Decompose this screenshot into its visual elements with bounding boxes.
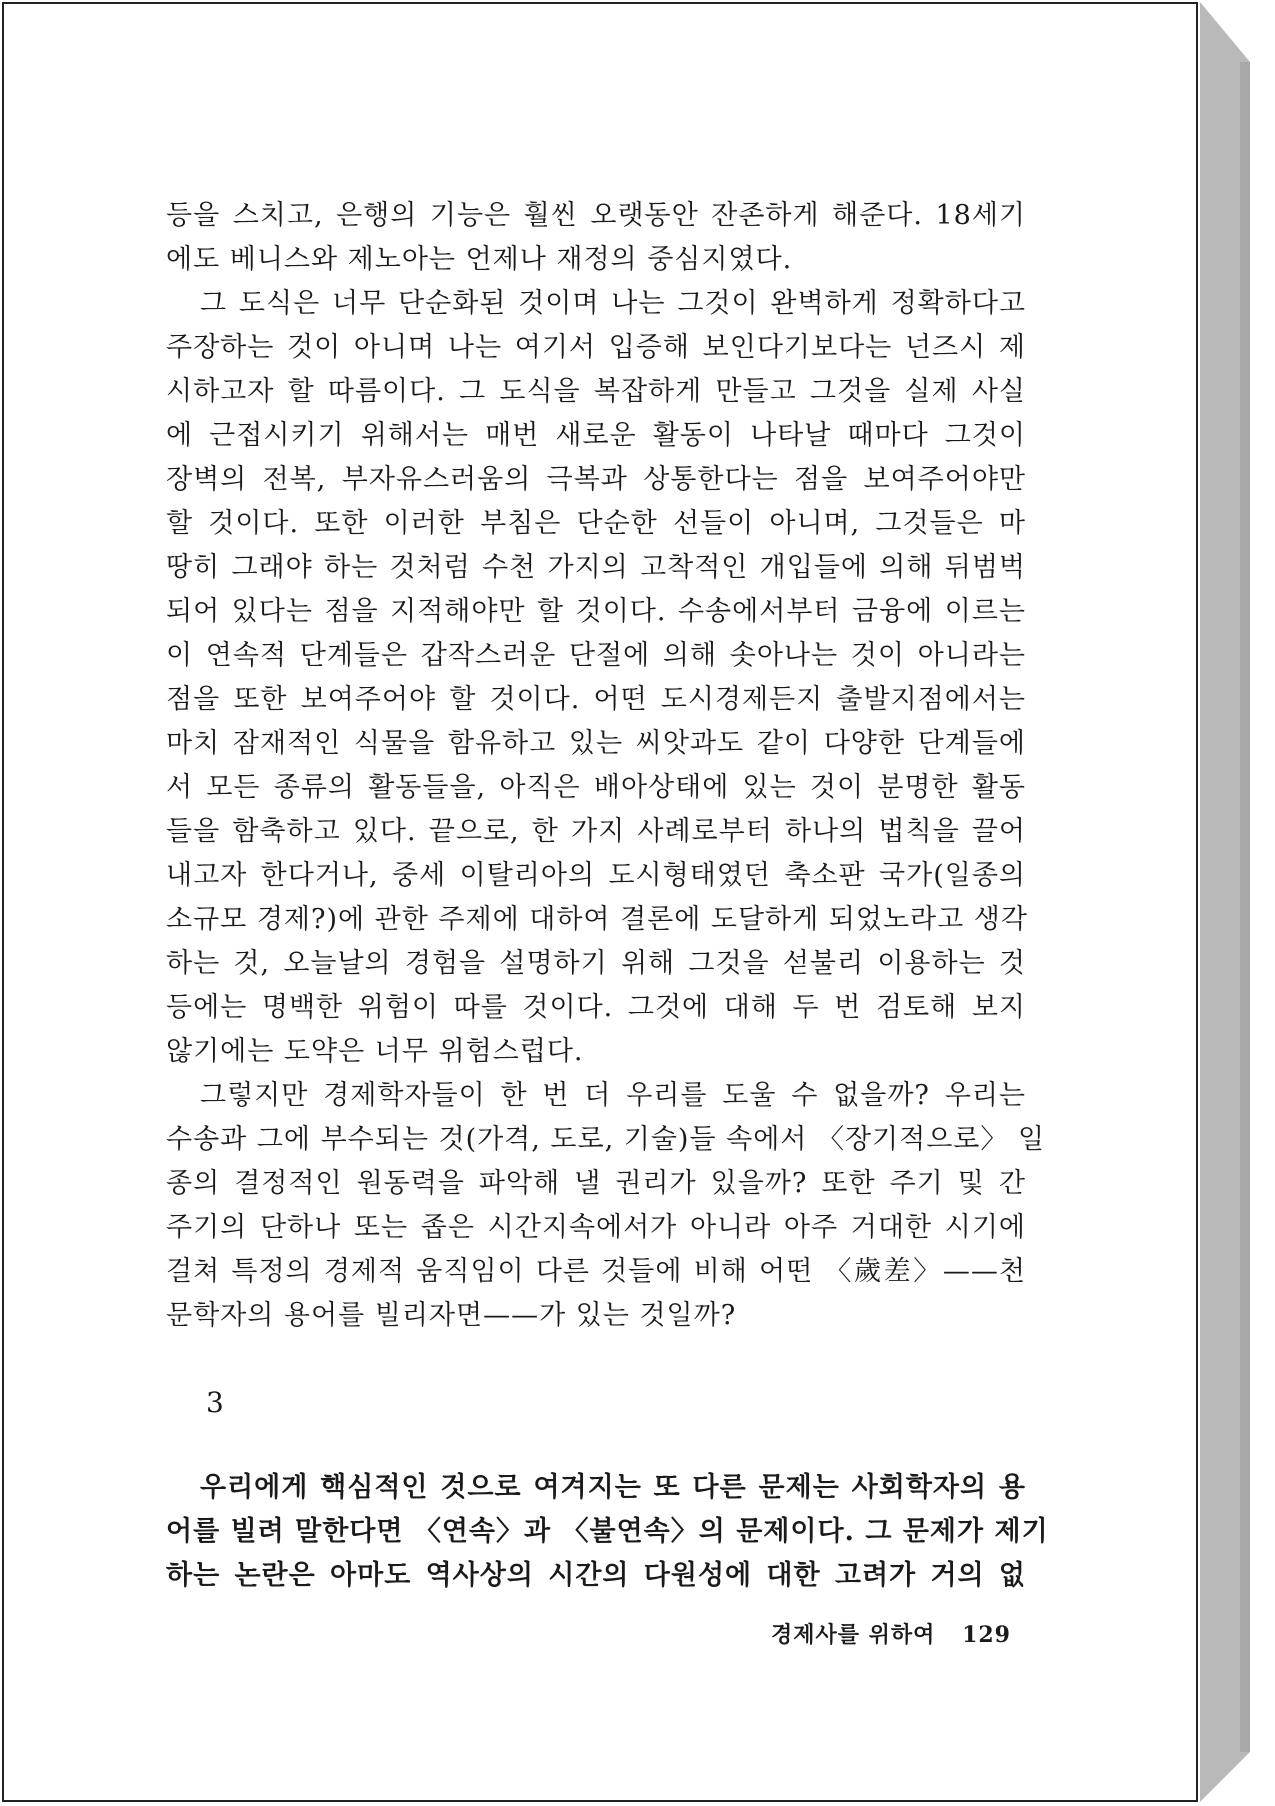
text-line: 우리에게 핵심적인 것으로 여겨지는 또 다른 문제는 사회학자의 용	[200, 1472, 1026, 1503]
text-line: 수송과 그에 부수되는 것(가격, 도로, 기술)들 속에서 〈장기적으로〉 일	[166, 1124, 1046, 1155]
text-line: 점을 또한 보여주어야 할 것이다. 어떤 도시경제든지 출발지점에서는	[166, 684, 1026, 715]
text-line: 장벽의 전복, 부자유스러움의 극복과 상통한다는 점을 보여주어야만	[166, 464, 1026, 495]
page-number: 129	[962, 1622, 1011, 1648]
section-number: 3	[206, 1386, 224, 1419]
paragraph-1	[166, 194, 1026, 282]
text-line: 하는 논란은 아마도 역사상의 시간의 다원성에 대한 고려가 거의 없	[166, 1560, 1026, 1591]
page-footer	[771, 1618, 1011, 1649]
text-line: 들을 함축하고 있다. 끝으로, 한 가지 사례로부터 하나의 법칙을 끌어	[166, 816, 1026, 847]
text-line: 시하고자 할 따름이다. 그 도식을 복잡하게 만들고 그것을 실제 사실	[166, 376, 1026, 407]
text-line: 주기의 단하나 또는 좁은 시간지속에서가 아니라 아주 거대한 시기에	[166, 1212, 1026, 1243]
text-line: 그렇지만 경제학자들이 한 번 더 우리를 도울 수 없을까? 우리는	[200, 1080, 1026, 1111]
paragraph-3	[166, 1074, 1046, 1338]
text-line: 등에는 명백한 위험이 따를 것이다. 그것에 대해 두 번 검토해 보지	[166, 992, 1026, 1023]
text-line: 어를 빌려 말한다면 〈연속〉과 〈불연속〉의 문제이다. 그 문제가 제기	[166, 1516, 1049, 1547]
text-line: 마치 잠재적인 식물을 함유하고 있는 씨앗과도 같이 다양한 단계들에	[166, 728, 1026, 759]
text-line: 등을 스치고, 은행의 기능은 훨씬 오랫동안 잔존하게 해준다. 18세기	[166, 200, 1026, 231]
text-line: 않기에는 도약은 너무 위험스럽다.	[166, 1036, 584, 1067]
text-line: 이 연속적 단계들은 갑작스러운 단절에 의해 솟아나는 것이 아니라는	[166, 640, 1026, 671]
text-line: 서 모든 종류의 활동들을, 아직은 배아상태에 있는 것이 분명한 활동	[166, 772, 1026, 803]
running-title: 경제사를 위하여	[770, 1622, 936, 1648]
text-line: 되어 있다는 점을 지적해야만 할 것이다. 수송에서부터 금융에 이르는	[166, 596, 1026, 627]
text-line: 하는 것, 오늘날의 경험을 설명하기 위해 그것을 섣불리 이용하는 것	[166, 948, 1026, 979]
text-line: 에 근접시키기 위해서는 매번 새로운 활동이 나타날 때마다 그것이	[166, 420, 1026, 451]
text-line: 할 것이다. 또한 이러한 부침은 단순한 선들이 아니며, 그것들은 마	[166, 508, 1026, 539]
text-line: 그 도식은 너무 단순화된 것이며 나는 그것이 완벽하게 정확하다고	[200, 288, 1026, 319]
text-line: 종의 결정적인 원동력을 파악해 낼 권리가 있을까? 또한 주기 및 간	[166, 1168, 1026, 1199]
text-line: 에도 베니스와 제노아는 언제나 재정의 중심지였다.	[166, 244, 793, 275]
text-line: 문학자의 용어를 빌리자면——가 있는 것일까?	[166, 1300, 737, 1331]
text-line: 걸쳐 특정의 경제적 움직임이 다른 것들에 비해 어떤 〈歲差〉——천	[166, 1256, 1026, 1287]
section-text	[166, 1466, 1049, 1598]
text-line: 내고자 한다거나, 중세 이탈리아의 도시형태였던 축소판 국가(일종의	[166, 860, 1026, 891]
paragraph-2	[166, 282, 1026, 1074]
page-side-shadow	[1240, 62, 1250, 1752]
text-line: 땅히 그래야 하는 것처럼 수천 가지의 고착적인 개입들에 의해 뒤범벅	[166, 552, 1026, 583]
text-line: 주장하는 것이 아니며 나는 여기서 입증해 보인다기보다는 넌즈시 제	[166, 332, 1026, 363]
text-line: 소규모 경제?)에 관한 주제에 대하여 결론에 도달하게 되었노라고 생각	[166, 904, 1028, 935]
body-text	[166, 194, 1046, 1338]
